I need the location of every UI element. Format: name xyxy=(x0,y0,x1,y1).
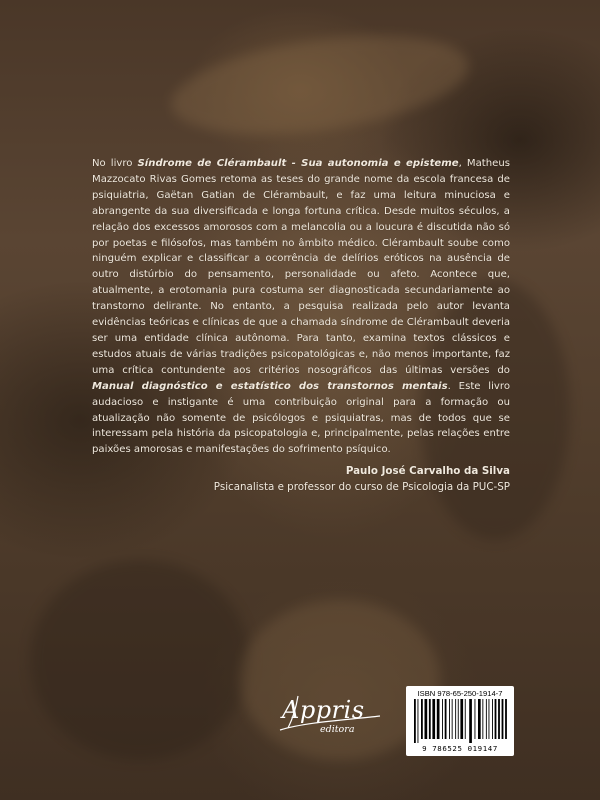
barcode-digits: 9 786525 019147 xyxy=(422,744,498,753)
blurb-text-closing: . Este livro audacioso e instigante é uma contribuição original para a formação ou atualização não somente de psicólogos e psiquiatras, mas de todos que se interessam pela história da psicopatologia e, principalmente, pelas relações entre paixões amorosas e manifestações do sofrimento psíquico. xyxy=(92,380,510,456)
publisher-name: Appris xyxy=(282,696,365,724)
isbn-barcode xyxy=(406,686,514,756)
author-name: Paulo José Carvalho da Silva xyxy=(345,465,510,478)
book-title: Síndrome de Clérambault - Sua autonomia e episteme xyxy=(137,158,459,169)
isbn-label: ISBN 978-65-250-1914-7 xyxy=(417,689,503,698)
barcode-bars-icon xyxy=(412,699,508,743)
back-cover-blurb xyxy=(92,156,510,496)
publisher-logo xyxy=(276,694,386,744)
background-brushstroke xyxy=(30,560,250,760)
background-brushstroke xyxy=(165,20,475,151)
blurb-paragraph xyxy=(92,156,510,458)
manual-title: Manual diagnóstico e estatístico dos transtornos mentais xyxy=(92,380,448,392)
author-role: Psicanalista e professor do curso de Psicologia da PUC-SP xyxy=(213,481,510,494)
blurb-text-intro: No livro xyxy=(92,158,138,169)
blurb-text-body: , Matheus Mazzocato Rivas Gomes retoma as teses do grande nome da escola francesa de psiquiatria, Gaëtan Gatian de Clérambault, e faz uma leitura minuciosa e abrangente da sua diversificada e longa fortuna crítica. Desde muitos séculos, a relação dos excessos amorosos com a melancolia ou a loucura é discutida não só por poetas e filósofos, mas também no âmbito médico. Clérambault soube como ninguém explicar e classificar a ocorrência de delírios eróticos na ausência de outro distúrbio do pensamento, personalidade ou afeto. Acontece que, atualmente, a erotomania pura costuma ser diagnosticada secundariamente ao transtorno delirante. No entanto, a pesquisa realizada pelo autor levanta evidências teóricas e clínicas de que a chamada síndrome de Clérambault deveria ser uma entidade clínica autônoma. Para tanto, examina textos clássicos e estudos atuais de várias tradições psicopatológicas e, não menos importante, faz uma crítica contundente aos critérios nosográficos das últimas versões do xyxy=(92,158,510,376)
logo-swoosh-icon xyxy=(276,694,386,744)
publisher-subtitle: editora xyxy=(320,724,355,735)
